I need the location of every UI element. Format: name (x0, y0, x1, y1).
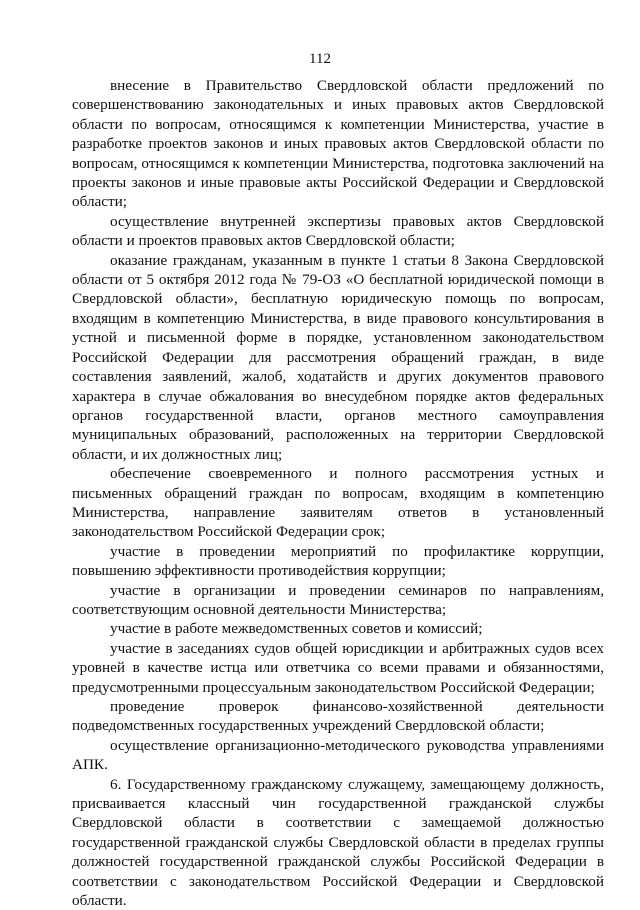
paragraph-class-rank: 6. Государственному гражданскому служащему, замещающему должность, присваивается классный чин государственной гражданской службы Свердловской области в соответствии с замещаемой должностью государственной гражданской службы Свердловской области в пределах группы должностей государственной гражданской службы Российской Федерации в соответствии с законодательством Российской Федерации и Свердловской области. (72, 775, 604, 910)
paragraph-proposals: внесение в Правительство Свердловской области предложений по совершенствованию законодательных и иных правовых актов Свердловской области по вопросам, относящимся к компетенции Министерства, участие в разработке проектов законов и иных правовых актов Свердловской области по вопросам, относящимся к компетенции Министерства, подготовка заключений на проекты законов и иные правовые акты Российской Федерации и Свердловской области; (72, 77, 604, 211)
paragraph-seminars: участие в организации и проведении семинаров по направлениям, соответствующим основной деятельности Министерства; (72, 581, 604, 618)
paragraph-apk-guidance: осуществление организационно-методического руководства управлениями АПК. (72, 736, 604, 774)
paragraph-councils: участие в работе межведомственных советов и комиссий; (110, 620, 483, 638)
paragraph-internal-expertise: осуществление внутренней экспертизы правовых актов Свердловской области и проектов правовых актов Свердловской области; (72, 212, 604, 250)
paragraph-court-sessions: участие в заседаниях судов общей юрисдикции и арбитражных судов всех уровней в качестве истца или ответчика со всеми правами и обязанностями, предусмотренными процессуальным законодательством Российской Федерации; (72, 639, 604, 696)
document-body (72, 76, 604, 910)
paragraph-audits: проведение проверок финансово-хозяйственной деятельности подведомственных государственных учреждений Свердловской области; (72, 698, 604, 735)
paragraph-anti-corruption: участие в проведении мероприятий по профилактике коррупции, повышению эффективности противодействия коррупции; (72, 542, 604, 580)
paragraph-citizen-appeals: обеспечение своевременного и полного рассмотрения устных и письменных обращений граждан по вопросам, входящим в компетенцию Министерства, направление заявителям ответов в установленный законодательством Российской Федерации срок; (72, 465, 604, 541)
paragraph-legal-aid: оказание гражданам, указанным в пункте 1 статьи 8 Закона Свердловской области от 5 октября 2012 года № 79-ОЗ «О бесплатной юридической помощи в Свердловской области», бесплатную юридическую помощь по вопросам, входящим в компетенцию Министерства, в виде правового консультирования в устной и письменной форме в порядке, установленном законодательством Российской Федерации для рассмотрения обращений граждан, в виде составления заявлений, жалоб, ходатайств и других документов правового характера в случае обжалования во внесудебном порядке актов федеральных органов государственной власти, органов местного самоуправления муниципальных образований, расположенных на территории Свердловской области, и их должностных лиц; (72, 251, 604, 463)
page-number: 112 (309, 51, 331, 67)
